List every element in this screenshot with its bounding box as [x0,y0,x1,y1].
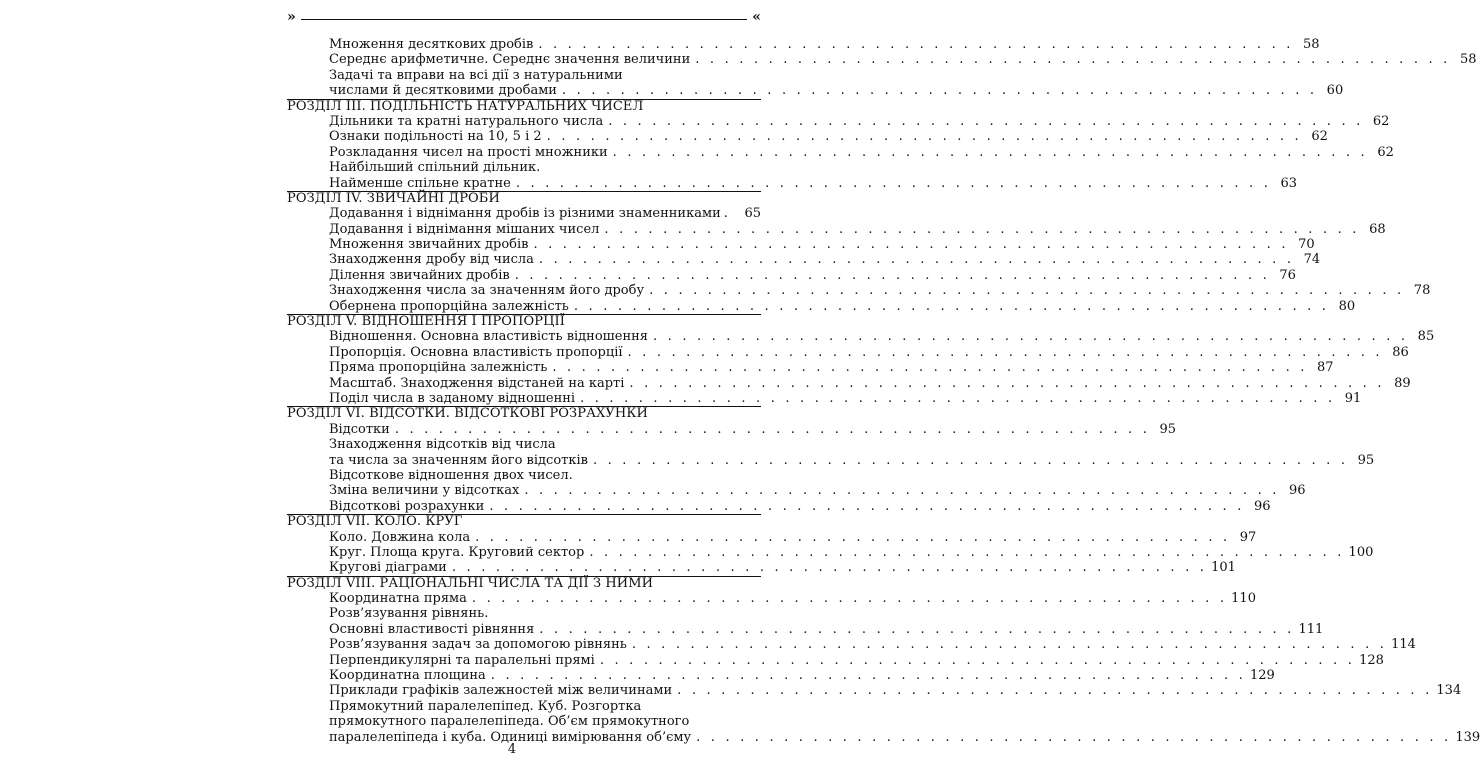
header-right-mark: « [752,9,761,25]
toc-page-number: 111 [1298,621,1324,637]
toc-entry [287,637,1416,653]
toc-page-number: 58 [1459,52,1477,68]
toc-leader-dots: . . . . . . . . . . . . . . . . . . . . . . . . . . . . . . . . . . . . . . . . . . . . . . . . . . . . [649,283,1405,299]
toc-page-number: 101 [1211,560,1236,576]
toc-page-number: 85 [1417,329,1435,345]
toc-leader-dots: . . . . . . . . . . . . . . . . . . . . . . . . . . . . . . . . . . . . . . . . . . . . . . . . . . . . [546,129,1302,145]
toc-entry-text: Відсоткове відношення двох чисел. [329,467,573,483]
toc-leader-dots: . . . . . . . . . . . . . . . . . . . . . . . . . . . . . . . . . . . . . . . . . . . . . . . . . . . . [538,252,1295,268]
toc-heading-text: РОЗДІЛ VII. КОЛО. КРУГ [287,514,463,530]
toc-leader-dots: . . . . . . . . . . . . . . . . . . . . . . . . . . . . . . . . . . . . . . . . . . . . . . . . . . . . [627,344,1383,360]
toc-page-number: 128 [1359,652,1384,668]
section-separator-line [287,576,761,577]
toc-leader-dots: . . . . . . . . . . . . . . . . . . . . . . . . . . . . . . . . . . . . . . . . . . . . . . . . . . . . [394,421,1151,437]
toc-entry-text: Круг. Площа круга. Круговий сектор [329,544,585,560]
toc-entry [287,144,1394,160]
section-separator-line [287,514,761,515]
toc-entry-text: та числа за значенням його відсотків [329,452,588,468]
toc-entry-text: Прямокутний паралелепіпед. Куб. Розгортка [329,698,642,714]
toc-entry-text: Відношення. Основна властивість відношення [329,329,648,345]
toc-entry-text: Кругові діаграми [329,560,447,576]
toc-leader-dots: . . . . . . . . . . . . . . . . . . . . . . . . . . . . . . . . . . . . . . . . . . . . . . . . . . . . [652,329,1409,345]
section-separator-line [287,406,761,407]
toc-entry-text: Обернена пропорційна залежність [329,298,569,314]
toc-entry [287,560,1236,576]
toc-entry-text: Знаходження дробу від числа [329,252,534,268]
toc-entry [287,298,1356,314]
toc-section-heading [287,99,761,114]
toc-entry [287,529,1257,545]
toc-heading-text: РОЗДІЛ VIII. РАЦІОНАЛЬНІ ЧИСЛА ТА ДІЇ З НИМИ [287,575,654,591]
toc-entry [287,375,1411,391]
toc-entry [287,621,1324,637]
toc-heading-text: РОЗДІЛ VI. ВІДСОТКИ. ВІДСОТКОВІ РОЗРАХУНКИ [287,406,648,422]
toc-page-number: 114 [1391,637,1416,653]
toc-entry [287,175,1298,191]
section-separator-line [287,191,761,192]
toc-entry-text: Розкладання чисел на прості множники [329,144,608,160]
toc-entry-text: числами й десятковими дробами [329,83,557,99]
toc-section-heading [287,314,761,329]
toc-entry-text: Координатна площина [329,668,486,684]
toc-heading-text: РОЗДІЛ IV. ЗВИЧАЙНІ ДРОБИ [287,190,500,206]
toc-entry [287,329,1435,345]
toc-section-heading [287,191,761,206]
toc-entry-text: Множення десяткових дробів [329,37,534,52]
toc-page-number: 62 [1311,129,1328,145]
toc-entry-text: Середнє арифметичне. Середнє значення величини [329,52,691,68]
toc-page-number: 58 [1303,37,1320,52]
toc-entry [287,37,1320,52]
toc-leader-dots: . . . . . . . . . . . . . . . . . . . . . . . . . . . . . . . . . . . . . . . . . . . . . . . . . . . . [631,637,1388,653]
toc-entry-text: Знаходження числа за значенням його дробу [329,283,645,299]
toc-entry-text: Координатна пряма [329,591,467,607]
toc-page-number: 62 [1372,113,1390,129]
toc-entry [287,360,1334,376]
toc-entry [287,83,1344,99]
toc-leader-dots: . . . . . . . . . . . . . . . . . . . . . . . . . . . . . . . . . . . . . . . . . . . . . . . . . . . . [538,37,1294,52]
toc-page-number: 96 [1254,498,1271,514]
toc-leader-dots: . . . . . . . . . . . . . . . . . . . . . . . . . . . . . . . . . . . . . . . . . . . . . . . . . . . . [475,529,1231,545]
toc-leader-dots: . . . . . . . . . . . . . . . . . . . . . . . . . . . . . . . . . . . . . . . . . . . . . . . . . . . . [552,360,1308,376]
toc-entry-text: Перпендикулярні та паралельні прямі [329,652,595,668]
toc-entry [287,221,1386,237]
toc-page-number: 139 [1455,729,1480,745]
toc-entry-text: Приклади графіків залежностей між величинами [329,683,673,699]
toc-entry-text: Додавання і віднімання дробів із різними знаменниками [329,206,721,222]
toc-entry [287,113,1390,129]
toc-leader-dots: . . . . . . . . . . . . . . . . . . . . . . . . . . . . . . . . . . . . . . . . . . . . . . . . . . . . [451,560,1208,576]
section-separator-line [287,99,761,100]
toc-leader-dots: . . . . . . . . . . . . . . . . . . . . . . . . . . . . . . . . . . . . . . . . . . . . . . . . . . . . [696,729,1452,745]
toc-entry [287,668,1275,684]
toc-heading-text: РОЗДІЛ ІІІ. ПОДІЛЬНІСТЬ НАТУРАЛЬНИХ ЧИСЕЛ [287,98,644,114]
toc-entry-text: Найбільший спільний дільник. [329,160,541,176]
toc-page-number: 60 [1326,83,1344,99]
toc-entry [287,267,1296,283]
header-left-mark: » [287,9,296,25]
toc-entry-text: Відсотки [329,421,390,437]
toc-section-heading [287,576,761,591]
toc-entry [287,437,761,452]
toc-entry-text: Множення звичайних дробів [329,237,529,253]
toc-section-heading [287,406,761,421]
toc-page-number: 87 [1317,360,1334,376]
toc-leader-dots: . . . . . . . . . . . . . . . . . . . . . . . . . . . . . . . . . . . . . . . . . . . . . . . . . . . . [514,267,1270,283]
toc-leader-dots: . . . . . . . . . . . . . . . . . . . . . . . . . . . . . . . . . . . . . . . . . . . . . . . . . . . . [515,175,1272,191]
toc-entry-text: Знаходження відсотків від числа [329,437,556,453]
toc-entry [287,252,1321,268]
toc-entry [287,591,1256,607]
toc-entry [287,283,1431,299]
toc-leader-dots: . . . . . . . . . . . . . . . . . . . . . . . . . . . . . . . . . . . . . . . . . . . . . . . . . . . . [489,498,1245,514]
toc-entry-text: Ознаки подільності на 10, 5 і 2 [329,129,542,145]
toc-entry-text: Відсоткові розрахунки [329,498,485,514]
section-separator-line [287,314,761,315]
toc-page-number: 97 [1239,529,1257,545]
toc-entry-text: Поділ числа в заданому відношенні [329,390,576,406]
toc-entry-text: Розв’язування рівнянь. [329,606,489,622]
toc-page-number: 65 [744,206,761,222]
toc-entry-text: Найменше спільне кратне [329,175,511,191]
page-number: 4 [507,742,517,757]
toc-entry-text: Пропорція. Основна властивість пропорції [329,344,623,360]
header-line [301,19,747,20]
toc-page-number: 91 [1344,390,1362,406]
toc-entry [287,452,1375,468]
toc-leader-dots: . [723,206,728,222]
toc-page-number: 63 [1280,175,1298,191]
toc-page-number: 89 [1394,375,1411,391]
toc-page-number: 129 [1250,668,1275,684]
toc-page-number: 62 [1377,144,1394,160]
toc-page-number: 68 [1369,221,1386,237]
header-ornament-rule [287,9,761,26]
toc-entry-text: Додавання і віднімання мішаних чисел [329,221,600,237]
toc-entry [287,468,761,483]
toc-leader-dots: . . . . . . . . . . . . . . . . . . . . . . . . . . . . . . . . . . . . . . . . . . . . . . . . . . . . [695,52,1451,68]
toc-entry-text: Коло. Довжина кола [329,529,471,545]
toc-leader-dots: . . . . . . . . . . . . . . . . . . . . . . . . . . . . . . . . . . . . . . . . . . . . . . . . . . . . [524,483,1280,499]
toc-leader-dots: . . . . . . . . . . . . . . . . . . . . . . . . . . . . . . . . . . . . . . . . . . . . . . . . . . . . [599,652,1356,668]
toc-page-number: 100 [1348,544,1374,560]
toc-page-number: 110 [1231,591,1256,607]
toc-entry-text: Ділення звичайних дробів [329,267,510,283]
toc-entry [287,714,761,729]
toc-heading-text: РОЗДІЛ V. ВІДНОШЕННЯ І ПРОПОРЦІЇ [287,314,566,330]
toc-entry [287,68,761,83]
toc-page-number: 86 [1392,344,1409,360]
toc-entry-text: Розв’язування задач за допомогою рівнянь [329,637,627,653]
toc-leader-dots: . . . . . . . . . . . . . . . . . . . . . . . . . . . . . . . . . . . . . . . . . . . . . . . . . . . . [573,298,1330,314]
toc-leader-dots: . . . . . . . . . . . . . . . . . . . . . . . . . . . . . . . . . . . . . . . . . . . . . . . . . . . . [592,452,1349,468]
table-of-contents [287,37,1480,745]
toc-entry-text: прямокутного паралелепіпеда. Об’єм прямокутного [329,714,690,730]
toc-page-number: 74 [1303,252,1321,268]
toc-leader-dots: . . . . . . . . . . . . . . . . . . . . . . . . . . . . . . . . . . . . . . . . . . . . . . . . . . . . [471,591,1228,607]
toc-entry [287,544,1374,560]
toc-leader-dots: . . . . . . . . . . . . . . . . . . . . . . . . . . . . . . . . . . . . . . . . . . . . . . . . . . . . [539,621,1295,637]
toc-entry [287,683,1462,699]
toc-entry [287,421,1177,437]
toc-leader-dots: . . . . . . . . . . . . . . . . . . . . . . . . . . . . . . . . . . . . . . . . . . . . . . . . . . . . [604,221,1360,237]
toc-entry-text: Задачі та вправи на всі дії з натуральними [329,67,623,83]
toc-page-number: 80 [1338,298,1356,314]
toc-page-number: 70 [1298,237,1315,253]
toc-leader-dots: . . . . . . . . . . . . . . . . . . . . . . . . . . . . . . . . . . . . . . . . . . . . . . . . . . . . [629,375,1385,391]
toc-page-number: 134 [1436,683,1462,699]
toc-page-number: 78 [1413,283,1431,299]
toc-leader-dots: . . . . . . . . . . . . . . . . . . . . . . . . . . . . . . . . . . . . . . . . . . . . . . . . . . . . [533,237,1289,253]
toc-entry [287,483,1306,499]
toc-entry [287,498,1271,514]
toc-entry-text: паралелепіпеда і куба. Одиниці вимірювання об’єму [329,729,692,745]
toc-entry [287,606,761,621]
toc-entry [287,652,1384,668]
toc-leader-dots: . . . . . . . . . . . . . . . . . . . . . . . . . . . . . . . . . . . . . . . . . . . . . . . . . . . . [589,544,1345,560]
toc-entry [287,206,761,221]
toc-entry [287,237,1315,253]
toc-leader-dots: . . . . . . . . . . . . . . . . . . . . . . . . . . . . . . . . . . . . . . . . . . . . . . . . . . . . [677,683,1433,699]
toc-page-number: 96 [1289,483,1306,499]
toc-entry [287,129,1328,145]
toc-entry [287,160,761,175]
toc-entry-text: Пряма пропорційна залежність [329,360,548,376]
toc-entry-text: Зміна величини у відсотках [329,483,520,499]
toc-leader-dots: . . . . . . . . . . . . . . . . . . . . . . . . . . . . . . . . . . . . . . . . . . . . . . . . . . . . [580,390,1336,406]
toc-page-number: 95 [1159,421,1177,437]
toc-entry [287,390,1362,406]
toc-entry-text: Масштаб. Знаходження відстаней на карті [329,375,625,391]
toc-leader-dots: . . . . . . . . . . . . . . . . . . . . . . . . . . . . . . . . . . . . . . . . . . . . . . . . . . . . [612,144,1368,160]
toc-entry-text: Дільники та кратні натурального числа [329,113,604,129]
toc-page-number: 95 [1357,452,1375,468]
toc-entry [287,344,1409,360]
toc-section-heading [287,514,761,529]
toc-entry [287,52,1477,68]
toc-leader-dots: . . . . . . . . . . . . . . . . . . . . . . . . . . . . . . . . . . . . . . . . . . . . . . . . . . . . [608,113,1364,129]
toc-leader-dots: . . . . . . . . . . . . . . . . . . . . . . . . . . . . . . . . . . . . . . . . . . . . . . . . . . . . [490,668,1247,684]
toc-entry-text: Основні властивості рівняння [329,621,535,637]
toc-page-number: 76 [1279,267,1296,283]
toc-entry [287,699,761,714]
toc-leader-dots: . . . . . . . . . . . . . . . . . . . . . . . . . . . . . . . . . . . . . . . . . . . . . . . . . . . . [561,83,1318,99]
